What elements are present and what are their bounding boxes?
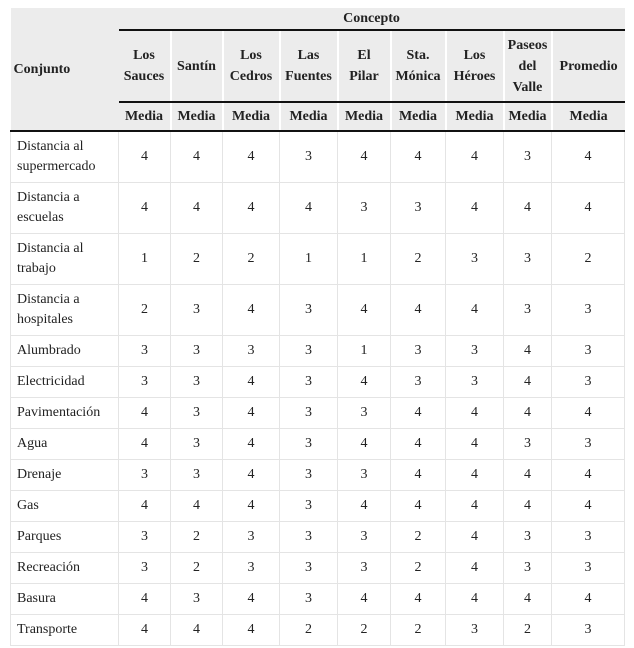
table-row: [11, 429, 625, 460]
row-label: [11, 131, 119, 183]
column-header-8: [552, 30, 625, 102]
cell-value: 4: [552, 491, 625, 522]
cell-value: 4: [446, 429, 504, 460]
cell-value: 4: [391, 460, 446, 491]
cell-value: 4: [223, 491, 280, 522]
cell-value: 3: [223, 336, 280, 367]
column-name-part: del: [518, 58, 537, 74]
cell-value: 2: [171, 553, 223, 584]
cell-value: 3: [552, 522, 625, 553]
row-label-part: Pavimentación: [17, 405, 101, 420]
cell-value: 4: [223, 183, 280, 234]
cell-value: 2: [338, 615, 391, 646]
row-label-part: Alumbrado: [17, 343, 81, 358]
cell-value: 4: [446, 522, 504, 553]
table-container: [10, 8, 624, 646]
column-subheader-media: Media: [171, 102, 223, 131]
cell-value: 3: [171, 285, 223, 336]
cell-value: 3: [391, 367, 446, 398]
table-row: [11, 615, 625, 646]
cell-value: 3: [552, 285, 625, 336]
row-label-part: Parques: [17, 529, 62, 544]
cell-value: 2: [391, 234, 446, 285]
conjunto-header: Conjunto: [11, 8, 119, 131]
cell-value: 4: [280, 183, 338, 234]
column-subheader-media: Media: [119, 102, 171, 131]
column-header-4: [338, 30, 391, 102]
row-label: [11, 460, 119, 491]
cell-value: 4: [446, 553, 504, 584]
cell-value: 3: [391, 183, 446, 234]
cell-value: 3: [338, 522, 391, 553]
cell-value: 2: [504, 615, 552, 646]
row-label: [11, 367, 119, 398]
table-header: [11, 8, 625, 131]
row-label-part: escuelas: [17, 210, 64, 225]
cell-value: 4: [119, 183, 171, 234]
cell-value: 3: [223, 553, 280, 584]
cell-value: 2: [119, 285, 171, 336]
row-label: [11, 285, 119, 336]
cell-value: 3: [504, 553, 552, 584]
cell-value: 4: [504, 367, 552, 398]
column-header-2: [223, 30, 280, 102]
row-label: [11, 336, 119, 367]
cell-value: 2: [171, 522, 223, 553]
column-name-part: Paseos: [507, 37, 548, 53]
cell-value: 3: [119, 336, 171, 367]
row-label-part: Distancia a: [17, 292, 80, 307]
cell-value: 4: [338, 285, 391, 336]
cell-value: 2: [552, 234, 625, 285]
cell-value: 3: [280, 131, 338, 183]
cell-value: 4: [338, 491, 391, 522]
row-label: [11, 491, 119, 522]
cell-value: 3: [338, 553, 391, 584]
cell-value: 4: [338, 584, 391, 615]
column-name-part: Los: [240, 48, 262, 63]
table-row: [11, 491, 625, 522]
cell-value: 4: [171, 131, 223, 183]
cell-value: 3: [338, 460, 391, 491]
row-label: [11, 615, 119, 646]
cell-value: 4: [119, 491, 171, 522]
cell-value: 4: [446, 285, 504, 336]
table-body: [11, 131, 625, 646]
row-label-part: Basura: [17, 591, 56, 606]
cell-value: 3: [552, 615, 625, 646]
cell-value: 4: [223, 398, 280, 429]
column-name-part: El: [357, 48, 371, 63]
cell-value: 3: [280, 522, 338, 553]
column-header-5: [391, 30, 446, 102]
cell-value: 3: [446, 615, 504, 646]
cell-value: 2: [280, 615, 338, 646]
cell-value: 3: [171, 336, 223, 367]
cell-value: 4: [446, 584, 504, 615]
cell-value: 4: [223, 429, 280, 460]
cell-value: 4: [391, 285, 446, 336]
cell-value: 3: [280, 584, 338, 615]
cell-value: 4: [552, 183, 625, 234]
cell-value: 3: [446, 234, 504, 285]
row-label-part: trabajo: [17, 261, 56, 276]
cell-value: 4: [552, 584, 625, 615]
column-subheader-media: Media: [223, 102, 280, 131]
column-subheader-media: Media: [446, 102, 504, 131]
cell-value: 4: [446, 460, 504, 491]
row-label: [11, 522, 119, 553]
cell-value: 3: [504, 234, 552, 285]
cell-value: 4: [171, 183, 223, 234]
row-label-part: Distancia al: [17, 241, 84, 256]
table-row: [11, 367, 625, 398]
cell-value: 3: [504, 429, 552, 460]
column-subheader-media: Media: [391, 102, 446, 131]
row-label-part: supermercado: [17, 159, 96, 174]
cell-value: 3: [280, 367, 338, 398]
cell-value: 3: [119, 522, 171, 553]
column-subheader-media: Media: [552, 102, 625, 131]
cell-value: 3: [119, 367, 171, 398]
cell-value: 3: [280, 491, 338, 522]
column-name-part: Las: [297, 48, 320, 63]
cell-value: 4: [119, 398, 171, 429]
row-label: [11, 429, 119, 460]
cell-value: 4: [223, 460, 280, 491]
row-label: [11, 398, 119, 429]
cell-value: 3: [280, 460, 338, 491]
cell-value: 3: [504, 522, 552, 553]
cell-value: 3: [552, 553, 625, 584]
cell-value: 2: [223, 234, 280, 285]
cell-value: 4: [223, 615, 280, 646]
cell-value: 4: [391, 429, 446, 460]
column-name-part: Los: [463, 48, 486, 63]
column-header-1: [171, 30, 223, 102]
table-row: [11, 234, 625, 285]
column-header-6: [446, 30, 504, 102]
cell-value: 3: [171, 429, 223, 460]
cell-value: 3: [338, 183, 391, 234]
table-row: [11, 398, 625, 429]
cell-value: 3: [119, 553, 171, 584]
table-row: [11, 553, 625, 584]
column-header-0: [119, 30, 171, 102]
cell-value: 4: [223, 367, 280, 398]
cell-value: 3: [280, 336, 338, 367]
cell-value: 3: [338, 398, 391, 429]
cell-value: 4: [171, 615, 223, 646]
cell-value: 4: [446, 183, 504, 234]
cell-value: 1: [280, 234, 338, 285]
column-subheader-media: Media: [280, 102, 338, 131]
cell-value: 4: [119, 429, 171, 460]
row-label: [11, 234, 119, 285]
cell-value: 4: [552, 460, 625, 491]
cell-value: 4: [504, 336, 552, 367]
cell-value: 4: [552, 398, 625, 429]
row-label-part: Electricidad: [17, 374, 85, 389]
row-label-part: Agua: [17, 436, 48, 451]
cell-value: 4: [338, 131, 391, 183]
column-name-part: Sta.: [406, 48, 430, 63]
cell-value: 4: [504, 491, 552, 522]
column-name-part: Cedros: [229, 69, 273, 84]
cell-value: 1: [338, 234, 391, 285]
cell-value: 4: [338, 429, 391, 460]
cell-value: 4: [504, 584, 552, 615]
column-name-part: Héroes: [453, 69, 496, 84]
column-subheader-media: Media: [504, 102, 552, 131]
cell-value: 4: [223, 584, 280, 615]
table-row: [11, 336, 625, 367]
table-row: [11, 584, 625, 615]
table-row: [11, 460, 625, 491]
cell-value: 4: [391, 131, 446, 183]
cell-value: 4: [504, 460, 552, 491]
column-name-part: Valle: [512, 79, 543, 95]
cell-value: 2: [391, 553, 446, 584]
column-name-part: Promedio: [559, 58, 618, 74]
cell-value: 4: [171, 491, 223, 522]
cell-value: 4: [391, 398, 446, 429]
table-row: [11, 183, 625, 234]
row-label-part: Recreación: [17, 560, 80, 575]
row-label-part: Gas: [17, 498, 39, 513]
column-name-part: Fuentes: [285, 69, 332, 84]
cell-value: 3: [171, 460, 223, 491]
cell-value: 3: [446, 336, 504, 367]
cell-value: 4: [223, 285, 280, 336]
cell-value: 3: [552, 429, 625, 460]
row-label: [11, 553, 119, 584]
cell-value: 3: [280, 553, 338, 584]
concepto-header: Concepto: [119, 8, 625, 30]
cell-value: 4: [446, 398, 504, 429]
cell-value: 4: [391, 491, 446, 522]
cell-value: 4: [446, 131, 504, 183]
row-label-part: Drenaje: [17, 467, 62, 482]
cell-value: 1: [338, 336, 391, 367]
cell-value: 4: [391, 584, 446, 615]
cell-value: 4: [119, 131, 171, 183]
cell-value: 3: [171, 398, 223, 429]
cell-value: 3: [171, 367, 223, 398]
cell-value: 3: [504, 131, 552, 183]
cell-value: 3: [280, 429, 338, 460]
cell-value: 4: [504, 398, 552, 429]
cell-value: 3: [171, 584, 223, 615]
column-name-part: Mónica: [395, 69, 441, 84]
cell-value: 2: [391, 615, 446, 646]
row-label: [11, 584, 119, 615]
row-label-part: Transporte: [17, 622, 78, 637]
cell-value: 3: [504, 285, 552, 336]
row-label-part: Distancia a: [17, 190, 80, 205]
cell-value: 4: [446, 491, 504, 522]
cell-value: 3: [119, 460, 171, 491]
column-name-part: Santín: [177, 58, 216, 74]
table-row: [11, 131, 625, 183]
cell-value: 4: [119, 615, 171, 646]
cell-value: 3: [280, 398, 338, 429]
column-header-3: [280, 30, 338, 102]
column-name-part: Pilar: [349, 69, 379, 84]
cell-value: 3: [552, 336, 625, 367]
row-label-part: Distancia al: [17, 139, 84, 154]
cell-value: 3: [280, 285, 338, 336]
data-table: [10, 8, 625, 646]
cell-value: 4: [119, 584, 171, 615]
cell-value: 3: [552, 367, 625, 398]
cell-value: 2: [391, 522, 446, 553]
cell-value: 4: [552, 131, 625, 183]
row-label: [11, 183, 119, 234]
column-name-part: Sauces: [123, 69, 165, 84]
column-subheader-media: Media: [338, 102, 391, 131]
cell-value: 4: [338, 367, 391, 398]
column-name-part: Los: [133, 48, 155, 63]
column-header-7: [504, 30, 552, 102]
cell-value: 4: [504, 183, 552, 234]
cell-value: 1: [119, 234, 171, 285]
table-row: [11, 522, 625, 553]
table-row: [11, 285, 625, 336]
cell-value: 2: [171, 234, 223, 285]
cell-value: 3: [391, 336, 446, 367]
cell-value: 4: [223, 131, 280, 183]
cell-value: 3: [223, 522, 280, 553]
row-label-part: hospitales: [17, 312, 73, 327]
cell-value: 3: [446, 367, 504, 398]
